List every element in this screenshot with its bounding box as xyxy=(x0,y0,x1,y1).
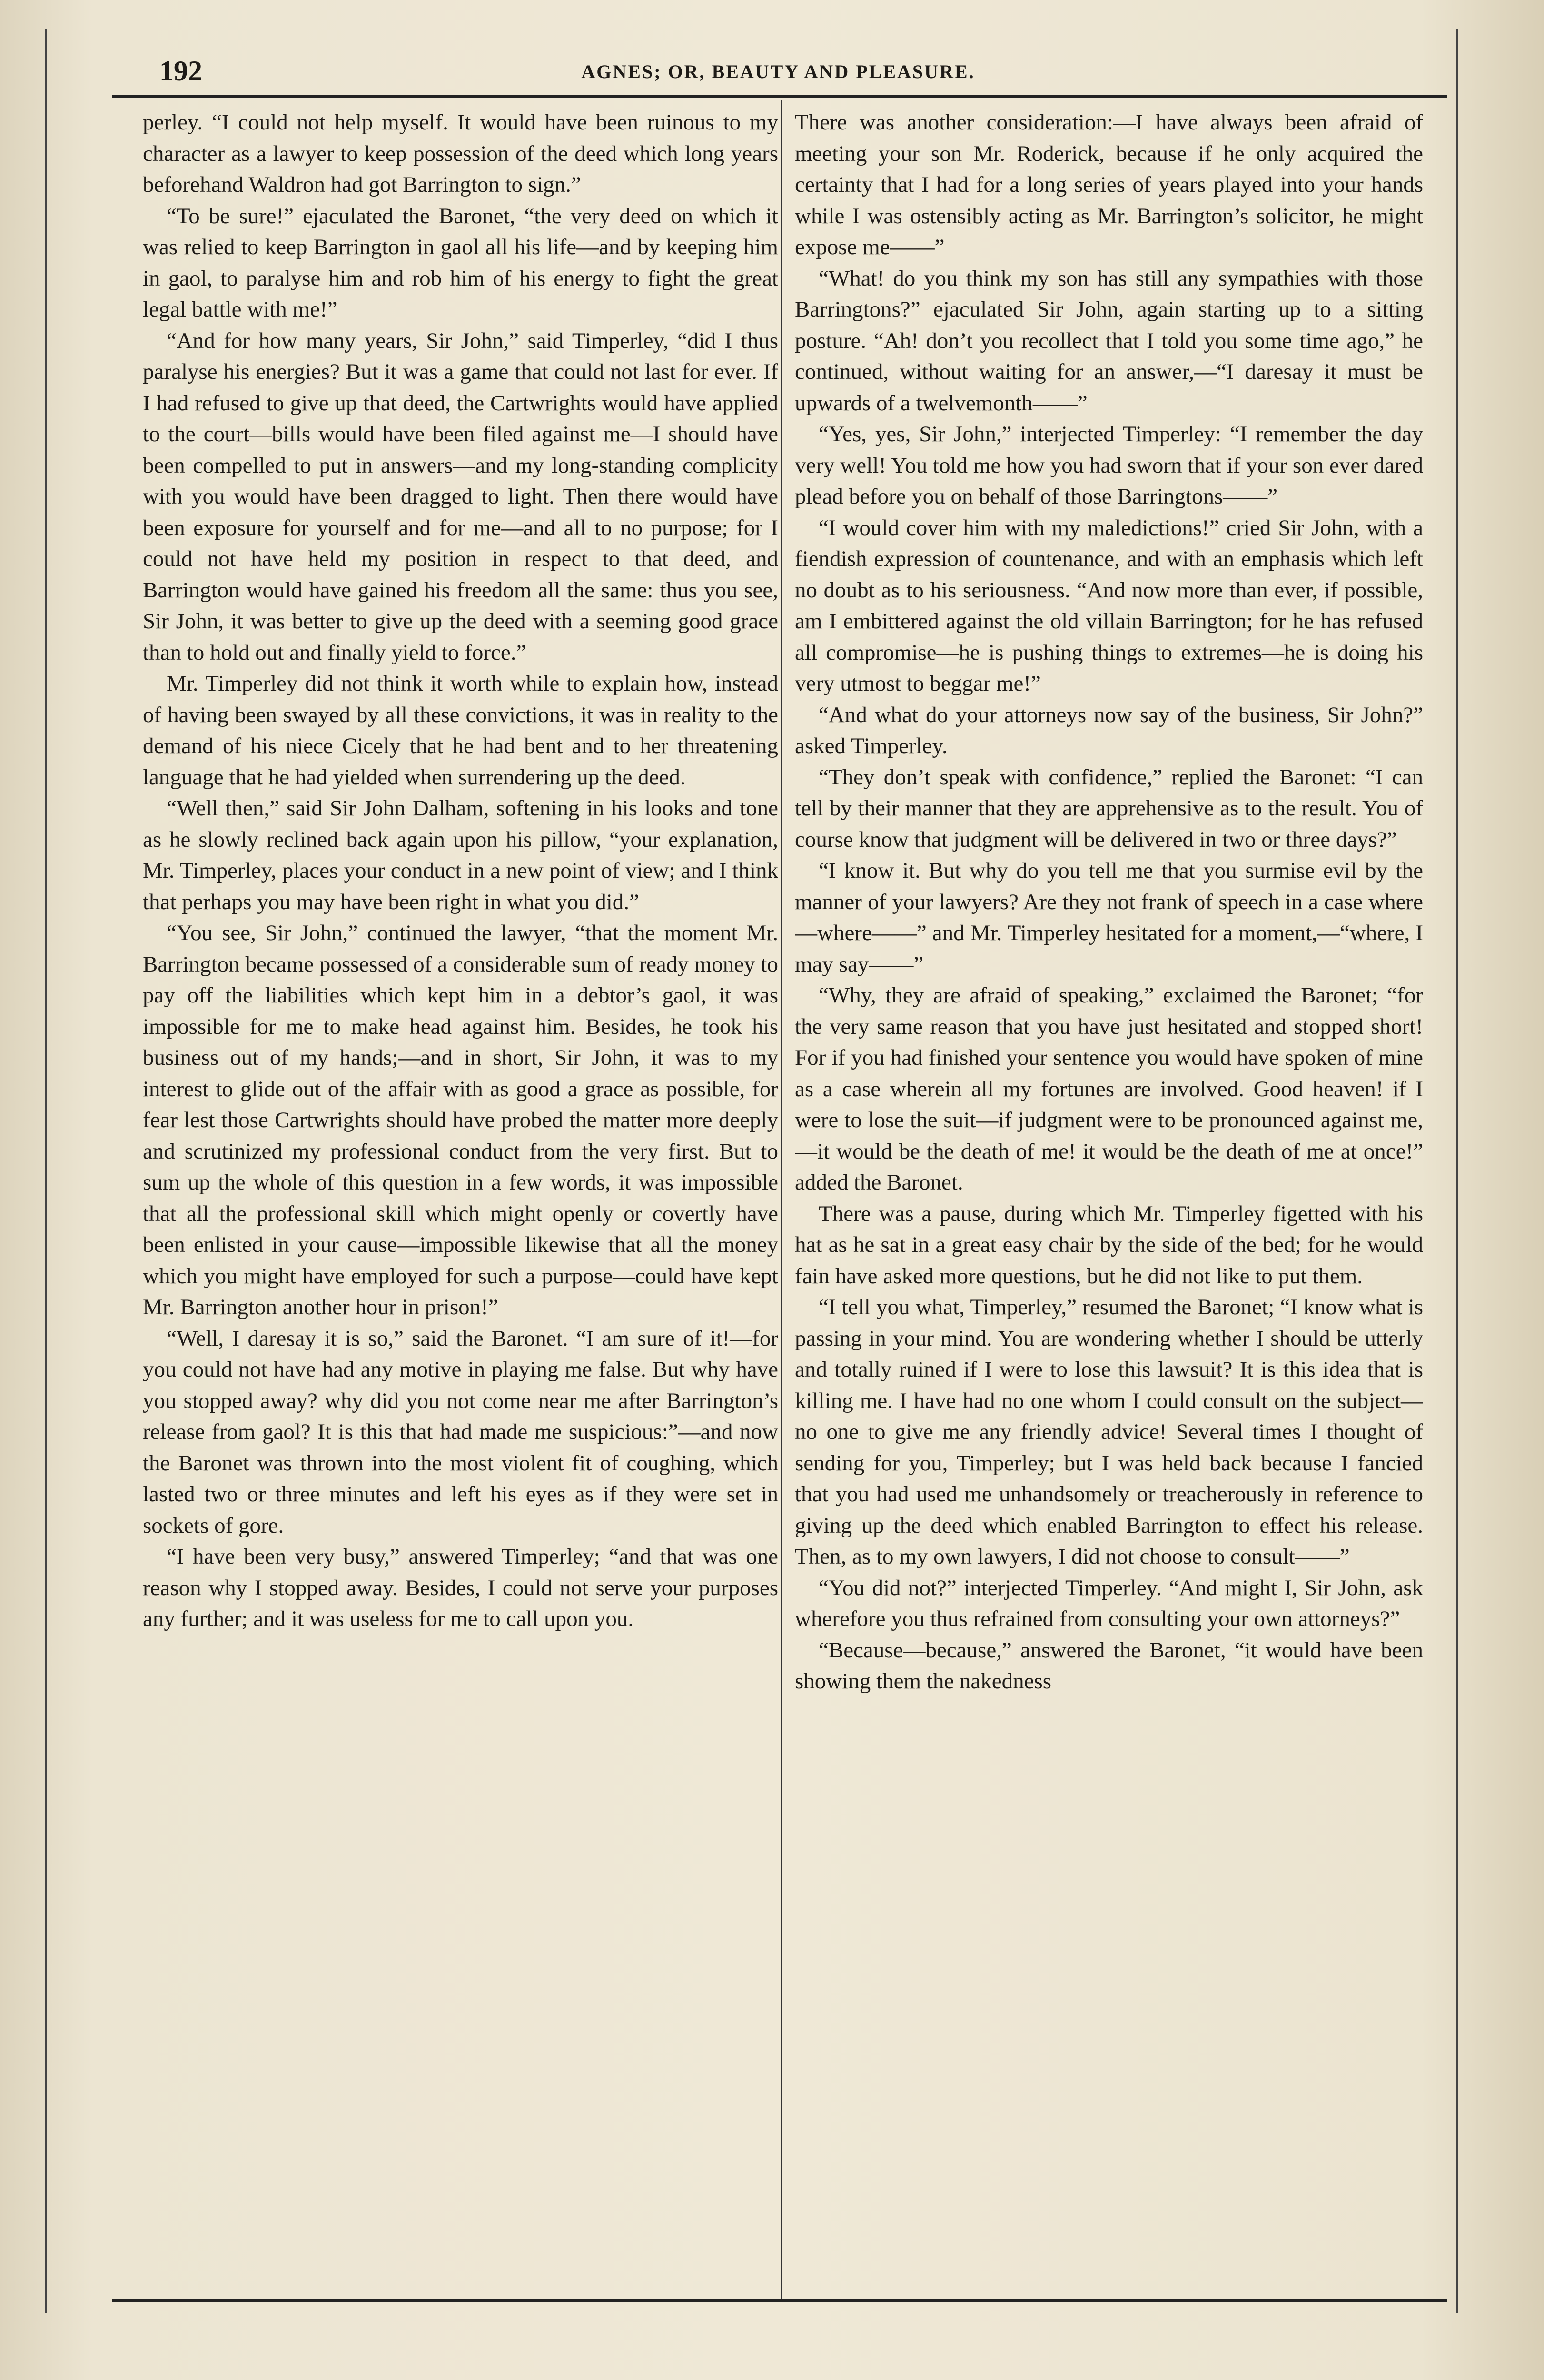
paragraph: “I tell you what, Timperley,” resumed the Baronet; “I know what is passing in your mind. You are wondering whether I should be utterly and totally ruined if I were to lose this lawsuit? It is this idea that is killing me. I have had no one whom I could consult on the subject—no one to give me any friendly advice! Several times I thought of sending for you, Timperley; but I was held back because I fancied that you had used me unhandsomely or treacherously in reference to giving up the deed which enabled Barrington to effect his release. Then, as to my own lawyers, I did not choose to consult——” xyxy=(795,1295,1423,1569)
paragraph: Mr. Timperley did not think it worth while to explain how, instead of having been swayed by all these convictions, it was in reality to the demand of his niece Cicely that he had bent and to her threatening language that he had yielded when surrendering up the deed. xyxy=(143,671,778,790)
page-header xyxy=(112,55,1445,88)
paragraph: There was another consideration:—I have always been afraid of meeting your son Mr. Roderick, because if he only acquired the certainty that I had for a long series of years played into your hands while I was ostensibly acting as Mr. Barrington’s solicitor, he might expose me——” xyxy=(795,110,1423,259)
running-title: AGNES; OR, BEAUTY AND PLEASURE. xyxy=(581,61,975,82)
paragraph: perley. “I could not help myself. It would have been ruinous to my character as a lawyer to keep possession of the deed which long years beforehand Waldron had got Barrington to sign.” xyxy=(143,110,778,197)
paragraph: “You did not?” interjected Timperley. “And might I, Sir John, ask wherefore you thus refrained from consulting your own attorneys?” xyxy=(795,1575,1423,1631)
footer-rule xyxy=(112,2299,1447,2302)
paragraph: “I know it. But why do you tell me that you surmise evil by the manner of your lawyers? Are they not frank of speech in a case where—where——” and Mr. Timperley hesitated for a moment,—“where, I may say——” xyxy=(795,858,1423,977)
left-column xyxy=(143,107,778,2287)
paragraph: “Yes, yes, Sir John,” interjected Timperley: “I remember the day very well! You told me how you had sworn that if your son ever dared plead before you on behalf of those Barringtons——” xyxy=(795,422,1423,509)
page-edge-rule xyxy=(1456,29,1458,2313)
paragraph: “I would cover him with my maledictions!” cried Sir John, with a fiendish expression of countenance, and with an emphasis which left no doubt as to his seriousness. “And now more than ever, if possible, am I embittered against the old villain Barrington; for he has refused all compromise—he is pushing things to extremes—he is doing his very utmost to beggar me!” xyxy=(795,515,1423,696)
paragraph: “And for how many years, Sir John,” said Timperley, “did I thus paralyse his energies? But it was a game that could not last for ever. If I had refused to give up that deed, the Cartwrights would have applied to the court—bills would have been filed against me—I should have been compelled to put in answers—and my long-standing complicity with you would have been dragged to light. Then there would have been exposure for yourself and for me—and all to no purpose; for I could not have held my position in respect to that deed, and Barrington would have gained his freedom all the same: thus you see, Sir John, it was better to give up the deed with a seeming good grace than to hold out and finally yield to force.” xyxy=(143,328,778,665)
right-column xyxy=(795,107,1423,2287)
paragraph: There was a pause, during which Mr. Timperley figetted with his hat as he sat in a great easy chair by the side of the bed; for he would fain have asked more questions, but he did not like to put them. xyxy=(795,1201,1423,1289)
page-number: 192 xyxy=(159,55,202,87)
paragraph: “Well, I daresay it is so,” said the Baronet. “I am sure of it!—for you could not have had any motive in playing me false. But why have you stopped away? why did you not come near me after Barrington’s release from gaol? It is this that had made me suspicious:”—and now the Baronet was thrown into the most violent fit of coughing, which lasted two or three minutes and left his eyes as if they were set in sockets of gore. xyxy=(143,1326,778,1538)
paragraph: “And what do your attorneys now say of the business, Sir John?” asked Timperley. xyxy=(795,702,1423,758)
paragraph: “They don’t speak with confidence,” replied the Baronet: “I can tell by their manner that they are apprehensive as to the result. You of course know that judgment will be delivered in two or three days?” xyxy=(795,764,1423,852)
paragraph: “Why, they are afraid of speaking,” exclaimed the Baronet; “for the very same reason that you have just hesitated and stopped short! For if you had finished your sentence you would have spoken of mine as a case wherein all my fortunes are involved. Good heaven! if I were to lose the suit—if judgment were to be pronounced against me,—it would be the death of me! it would be the death of me at once!” added the Baronet. xyxy=(795,983,1423,1195)
page-edge-rule xyxy=(45,29,47,2313)
paragraph: “What! do you think my son has still any sympathies with those Barringtons?” ejaculated Sir John, again starting up to a sitting posture. “Ah! don’t you recollect that I told you some time ago,” he continued, without waiting for an answer,—“I daresay it must be upwards of a twelvemonth——” xyxy=(795,266,1423,416)
paragraph: “You see, Sir John,” continued the lawyer, “that the moment Mr. Barrington became possessed of a considerable sum of ready money to pay off the liabilities which kept him in a debtor’s gaol, it was impossible for me to make head against him. Besides, he took his business out of my hands;—and in short, Sir John, it was to my interest to glide out of the affair with as good a grace as possible, for fear lest those Cartwrights should have probed the matter more deeply and scrutinized my professional conduct from the very first. But to sum up the whole of this question in a few words, it was impossible that all the professional skill which might openly or covertly have been enlisted in your cause—impossible likewise that all the money which you might have employed for such a purpose—could have kept Mr. Barrington another hour in prison!” xyxy=(143,921,778,1319)
column-divider xyxy=(781,100,782,2299)
paragraph: “Because—because,” answered the Baronet, “it would have been showing them the nakedness xyxy=(795,1637,1423,1694)
paragraph: “Well then,” said Sir John Dalham, softening in his looks and tone as he slowly reclined back again upon his pillow, “your explanation, Mr. Timperley, places your conduct in a new point of view; and I think that perhaps you may have been right in what you did.” xyxy=(143,796,778,914)
paragraph: “I have been very busy,” answered Timperley; “and that was one reason why I stopped away. Besides, I could not serve your purposes any further; and it was useless for me to call upon you. xyxy=(143,1544,778,1631)
header-rule xyxy=(112,95,1447,98)
paragraph: “To be sure!” ejaculated the Baronet, “the very deed on which it was relied to keep Barrington in gaol all his life—and by keeping him in gaol, to paralyse him and rob him of his energy to fight the great legal battle with me!” xyxy=(143,203,778,322)
